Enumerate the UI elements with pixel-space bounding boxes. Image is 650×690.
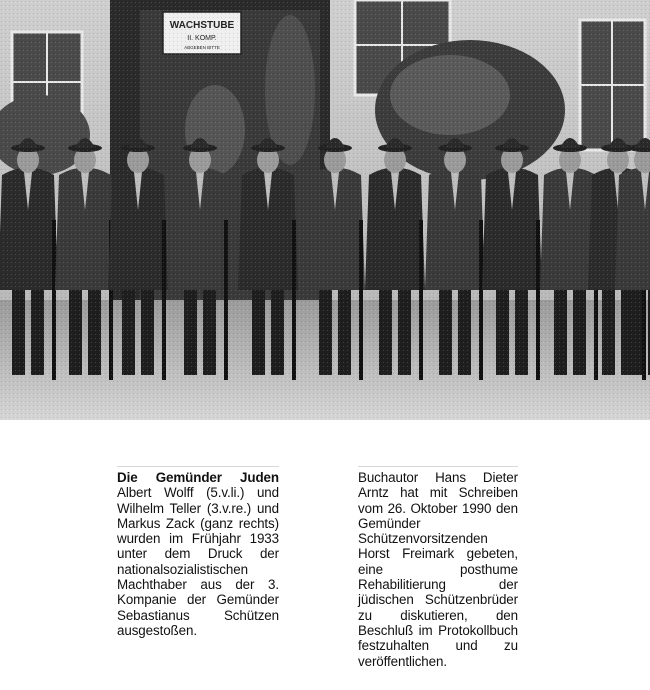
caption-right — [358, 470, 518, 669]
caption-left-body: Albert Wolff (5.v.li.) und Wilhelm Teller (3.v.re.) und Markus Zack (ganz rechts) wurden im Frühjahr 1933 unter dem Druck der nationalsozialistischen Machthaber aus der 3. Kompanie der Gemünder Sebastianus Schützen ausgestoßen. — [117, 485, 279, 638]
caption-right-body: Buchautor Hans Dieter Arntz hat mit Schreiben vom 26. Oktober 1990 den Gemünder Schützenvorsitzenden Horst Freimark gebeten, eine posthume Rehabilitierung der jüdischen Schützenbrüder zu diskutieren, den Beschluß im Protokollbuch festzuhalten und zu veröffentlichen. — [358, 470, 518, 669]
divider-left — [117, 466, 279, 467]
divider-right — [358, 466, 518, 467]
caption-headline: Die Gemünder Juden — [117, 470, 279, 485]
caption-left — [117, 470, 279, 638]
